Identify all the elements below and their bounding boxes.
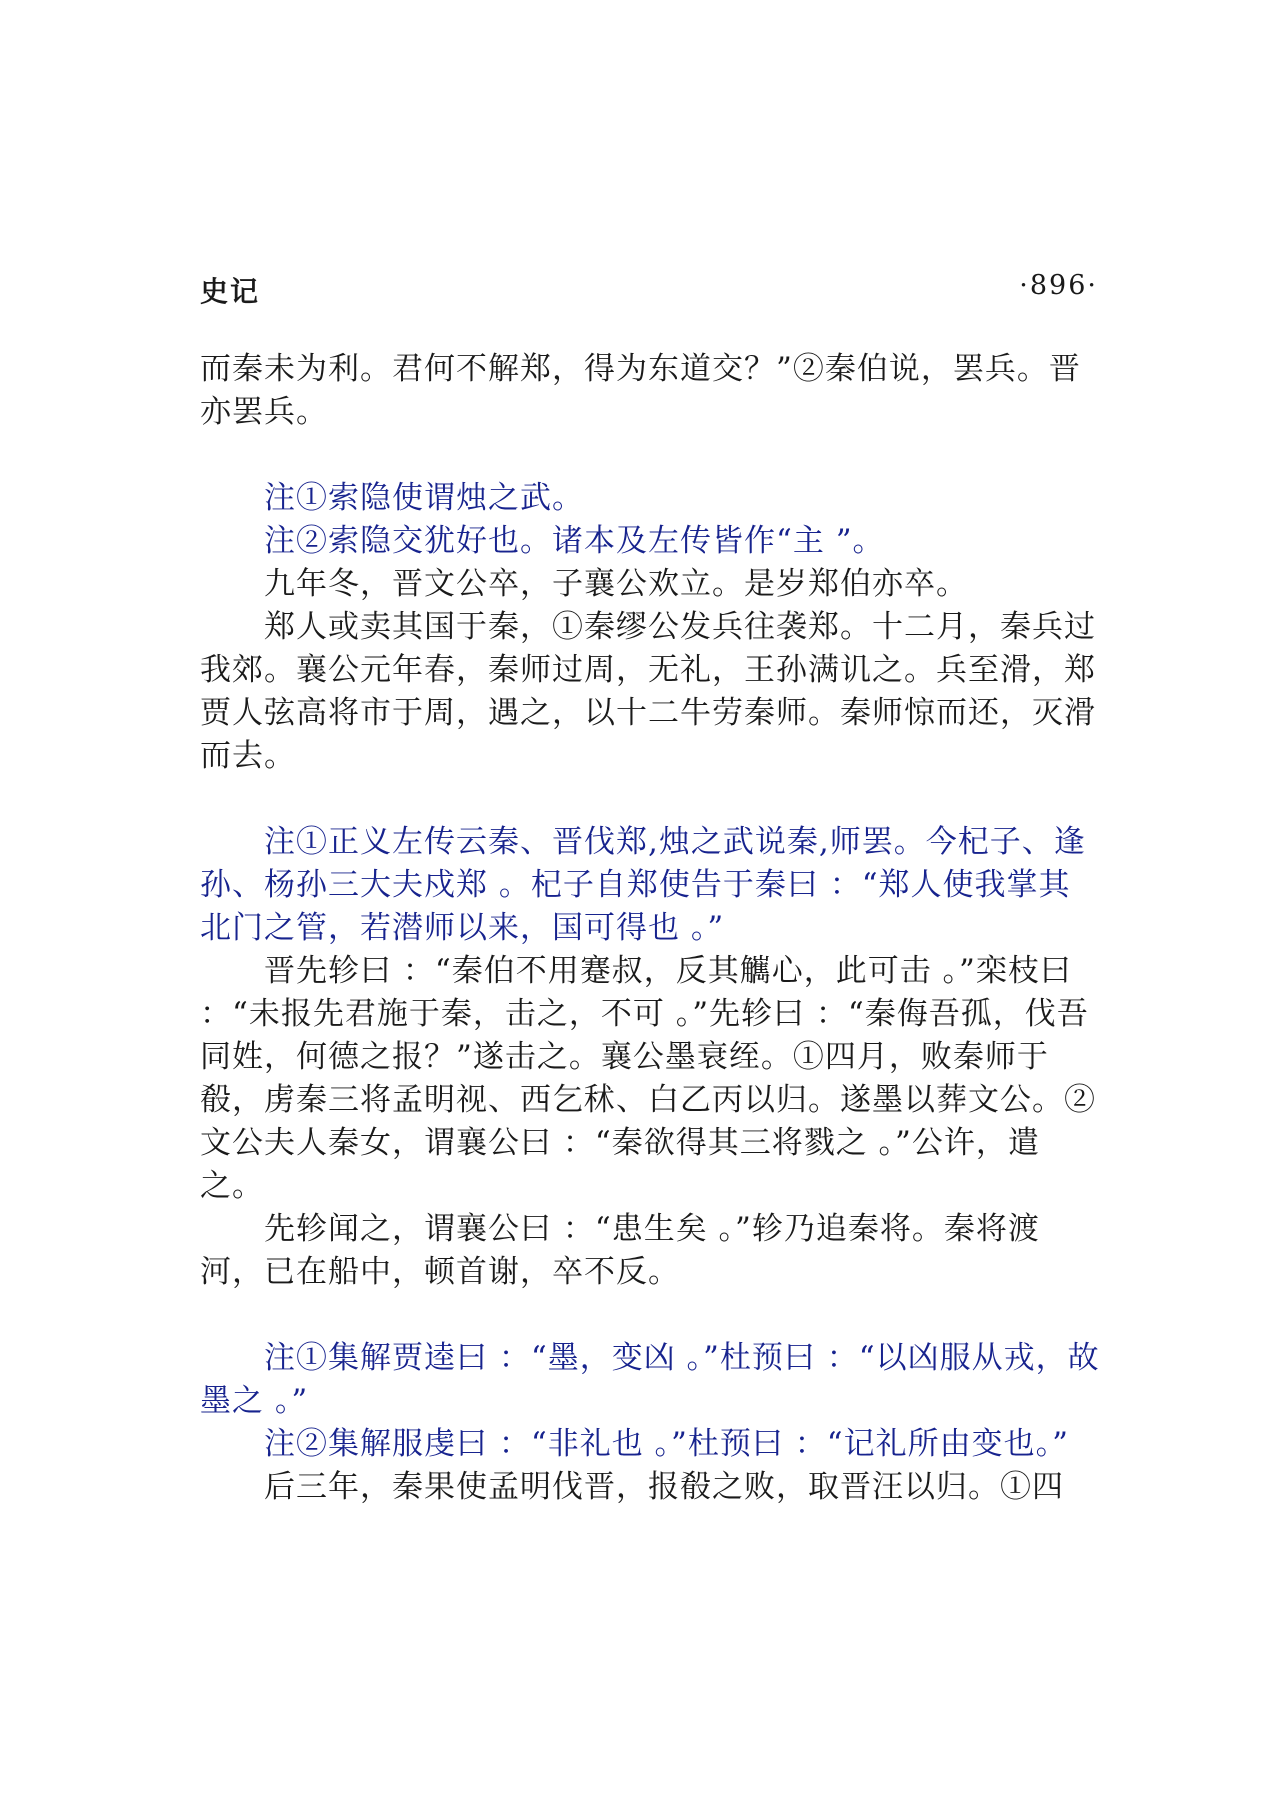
- body-text: [200, 348, 1100, 1509]
- book-title: 史记: [200, 275, 261, 308]
- paragraph-body: 郑人或卖其国于秦，①秦缪公发兵往袭郑。十二月，秦兵过我郊。襄公元年春，秦师过周，无礼，王孙满讥之。兵至滑，郑贾人弦高将市于周，遇之，以十二牛劳秦师。秦师惊而还，灭滑而去。: [200, 609, 1096, 774]
- page-header: [200, 270, 1098, 310]
- footnote: 注①索隐使谓烛之武。: [264, 480, 584, 516]
- page-number: ·896·: [1019, 270, 1098, 301]
- paragraph-body: 九年冬，晋文公卒，子襄公欢立。是岁郑伯亦卒。: [264, 566, 968, 602]
- paragraph-body: 后三年，秦果使孟明伐晋，报殽之败，取晋汪以归。①四: [264, 1469, 1064, 1505]
- paragraph-body: 晋先轸曰 ：“秦伯不用蹇叔，反其觽心，此可击 。”栾枝曰 ：“未报先君施于秦，击之，不可 。”先轸曰 ：“秦侮吾孤，伐吾同姓，何德之报？”遂击之。襄公墨衰绖。①四月，败秦师于殽，虏秦三将孟明视、西乞秫、白乙丙以归。遂墨以葬文公。②文公夫人秦女，谓襄公曰 ：“秦欲得其三将戮之 。”公许，遣之。: [200, 953, 1096, 1204]
- paragraph-body: 而秦未为利。君何不解郑，得为东道交？”②秦伯说，罢兵。晋亦罢兵。: [200, 351, 1081, 430]
- paragraph-body: 先轸闻之，谓襄公曰 ：“患生矣 。”轸乃追秦将。秦将渡河，已在船中，顿首谢，卒不反。: [200, 1211, 1040, 1290]
- footnote: 注②集解服虔曰 ：“非礼也 。”杜预曰 ：“记礼所由变也。”: [264, 1426, 1069, 1462]
- footnote: 注①正义左传云秦、晋伐郑,烛之武说秦,师罢。今杞子、逢孙、杨孙三大夫戍郑 。杞子自郑使告于秦曰 ：“郑人使我掌其北门之管，若潜师以来，国可得也 。”: [200, 824, 1086, 946]
- footnote: 注①集解贾逵曰 ：“墨，变凶 。”杜预曰 ：“以凶服从戎，故墨之 。”: [200, 1340, 1100, 1419]
- footnote: 注②索隐交犹好也。诸本及左传皆作“主 ”。: [264, 523, 885, 559]
